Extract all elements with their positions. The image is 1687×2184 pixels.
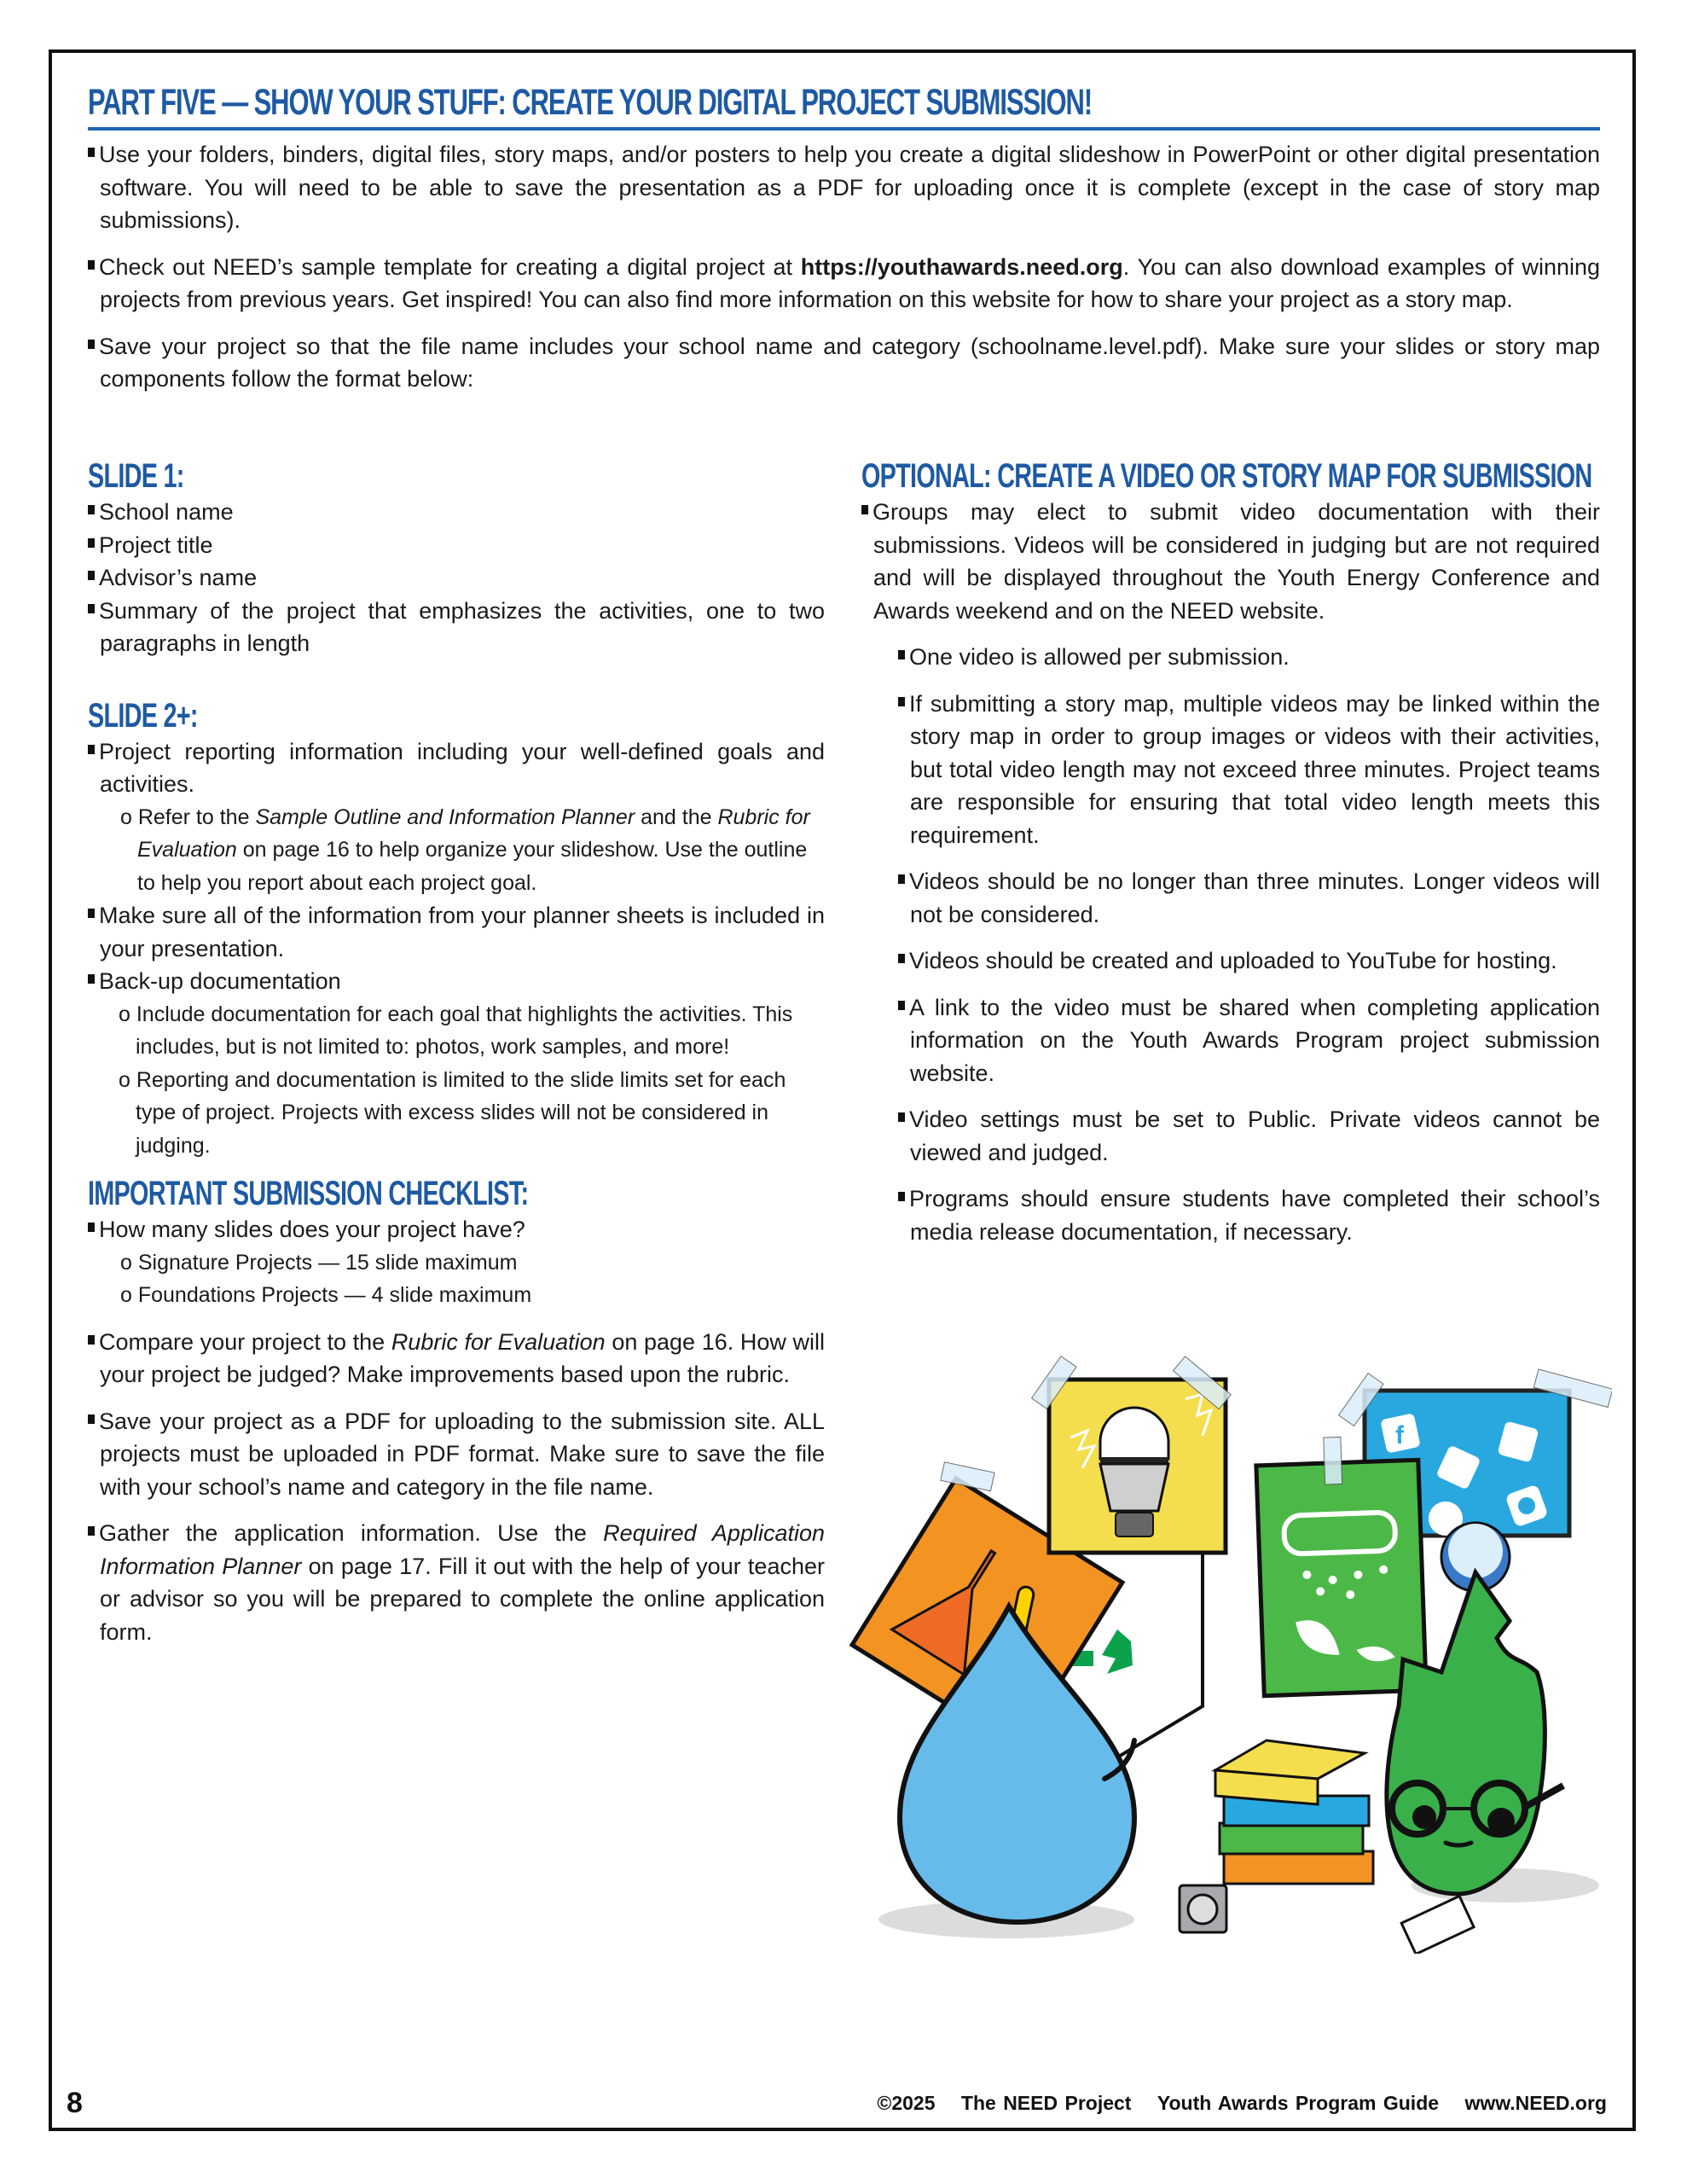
list-item: Video settings must be set to Public. Private videos cannot be viewed and judged. [861,1103,1600,1169]
list-item: One video is allowed per submission. [861,641,1600,674]
sub-item: o Signature Projects — 15 slide maximum [120,1250,518,1275]
footer-site[interactable]: www.NEED.org [1464,2092,1607,2114]
sub-item: o Include documentation for each goal that highlights the activities. This includes, but is not limited to: photos, work samples, and more! [119,1002,793,1059]
intro-item: Use your folders, binders, digital files, story maps, and/or posters to help you create a digital slideshow in PowerPoint or other digital presentation software. You will need to be able to save the presentation as a PDF for uploading once it is complete (except in the case of story map submissions). [88,138,1600,237]
list-item: Programs should ensure students have completed their school’s media release documentation, if necessary. [861,1182,1600,1248]
book-stack-icon [1215,1740,1373,1884]
right-column [861,456,1600,1248]
sub-item: o Foundations Projects — 4 slide maximum [120,1283,532,1307]
papers-icon [1401,1896,1474,1954]
camera-icon [1180,1885,1226,1932]
list-item: Gather the application information. Use the Required Application Information Planner on page 17. Fill it out with the help of your teacher or advisor so you will be prepared to complete the online application form. [88,1517,825,1648]
sub-item: o Refer to the Sample Outline and Information Planner and the Rubric for Evaluation on page 16 to help organize your slideshow. Use the outline to help you report about each project goal. [120,804,810,895]
list-item: Videos should be no longer than three minutes. Longer videos will not be considered. [861,865,1600,931]
nature-card [1255,1434,1426,1695]
illustration [844,1331,1612,1954]
list-item: Save your project as a PDF for uploading to the submission site. ALL projects must be uploaded in PDF format. Make sure to save the file with your school’s name and category in the file name. [88,1405,825,1504]
list-item: Videos should be created and uploaded to YouTube for hosting. [861,944,1600,978]
list-item: A link to the video must be shared when completing application information on the Youth Awards Program project submission website. [861,991,1600,1090]
footer [858,2092,1607,2115]
page-title: PART FIVE — SHOW YOUR STUFF: CREATE YOUR DIGITAL PROJECT SUBMISSION! [88,82,1093,123]
list-item: Project reporting information including your well-defined goals and activities. [88,735,825,801]
footer-guide: Youth Awards Program Guide [1157,2092,1440,2114]
list-item: Back-up documentation [88,965,825,998]
lightbulb-icon [1100,1464,1168,1511]
title-divider [88,127,1600,131]
list-item: Advisor’s name [88,561,825,595]
list-item: Make sure all of the information from your planner sheets is included in your presentation. [88,899,825,965]
sub-item: o Reporting and documentation is limited to the slide limits set for each type of project. Projects with excess slides will not be considered in judging. [119,1067,786,1158]
template-link[interactable]: https://youthawards.need.org [800,253,1123,280]
checklist-heading: IMPORTANT SUBMISSION CHECKLIST: [88,1175,529,1212]
svg-text:f: f [1395,1421,1404,1449]
list-item: School name [88,496,825,529]
lightbulb-card [1032,1356,1232,1553]
optional-heading: OPTIONAL: CREATE A VIDEO OR STORY MAP FOR SUBMISSION [861,457,1592,495]
list-item: If submitting a story map, multiple videos may be linked within the story map in order to group images or videos with their activities, but total video length may not exceed three minutes. Project teams are responsible for ensuring that total video length meets this requirement. [861,688,1600,852]
left-column [88,456,825,1648]
footer-org: The NEED Project [960,2092,1132,2114]
footer-copyright: ©2025 [877,2092,936,2114]
slide2-heading: SLIDE 2+: [88,696,198,735]
list-item: Summary of the project that emphasizes the activities, one to two paragraphs in length [88,595,825,660]
intro-item: Check out NEED’s sample template for creating a digital project at https://youthawards.need.org. You can also download examples of winning projects from previous years. Get inspired! You can also find more information on this website for how to share your project as a story map. [88,251,1600,317]
list-item: Groups may elect to submit video documentation with their submissions. Videos will be considered in judging but are not required and will be displayed throughout the Youth Energy Conference and Awards weekend and on the NEED website. [861,496,1600,627]
slide1-heading: SLIDE 1: [88,457,184,495]
intro-item: Save your project so that the file name includes your school name and category (schoolname.level.pdf). Make sure your slides or story map components follow the format below: [88,330,1600,396]
page-number: 8 [67,2087,83,2119]
list-item: Project title [88,529,825,562]
list-item: How many slides does your project have? [88,1213,825,1246]
list-item: Compare your project to the Rubric for Evaluation on page 16. How will your project be judged? Make improvements based upon the rubric. [88,1326,825,1391]
intro-section [88,138,1600,410]
